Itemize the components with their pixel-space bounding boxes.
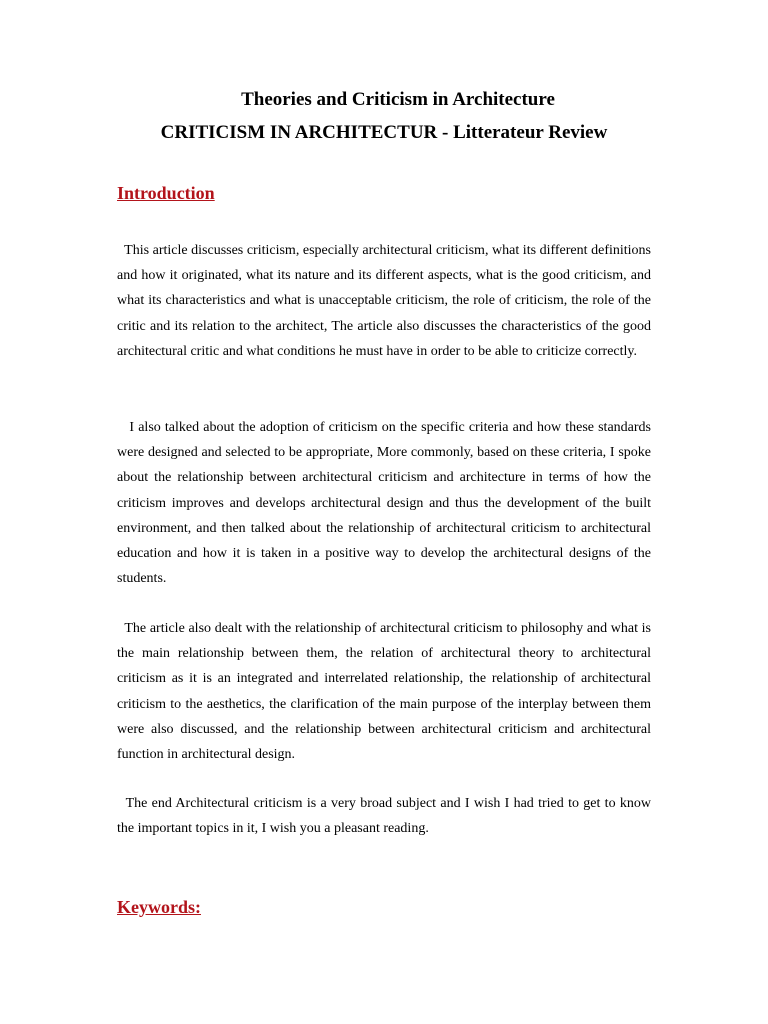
introduction-heading: Introduction [117,183,215,203]
keywords-heading: Keywords: [117,897,201,917]
paragraph-1: This article discusses criticism, especially architectural criticism, what its different definitions and how it originated, what its nature and its different aspects, what is the good criticism, and what its characteristics and what is unacceptable criticism, the role of criticism, the role of the critic and its relation to the architect, The article also discusses the characteristics of the good architectural critic and what conditions he must have in order to be able to criticize correctly. [117,243,651,359]
paragraph-2: I also talked about the adoption of criticism on the specific criteria and how these standards were designed and selected to be appropriate, More commonly, based on these criteria, I spoke about the relationship between architectural criticism and architecture in terms of how the criticism improves and develops architectural design and thus the development of the built environment, and then talked about the relationship of architectural criticism to architectural education and how it is taken in a positive way to develop the architectural designs of the students. [117,420,651,587]
paragraph-3: The article also dealt with the relationship of architectural criticism to philosophy and what is the main relationship between them, the relation of architectural theory to architectural criticism as it is an integrated and interrelated relationship, the relationship of architectural criticism to the aesthetics, the clarification of the main purpose of the interplay between them were also discussed, and the relationship between architectural criticism and architectural function in architectural design. [117,621,651,763]
document-title: Theories and Criticism in Architecture [241,89,555,110]
paragraph-4: The end Architectural criticism is a very broad subject and I wish I had tried to get to know the important topics in it, I wish you a pleasant reading. [117,796,651,837]
document-subtitle: CRITICISM IN ARCHITECTUR - Litterateur Review [160,122,608,143]
